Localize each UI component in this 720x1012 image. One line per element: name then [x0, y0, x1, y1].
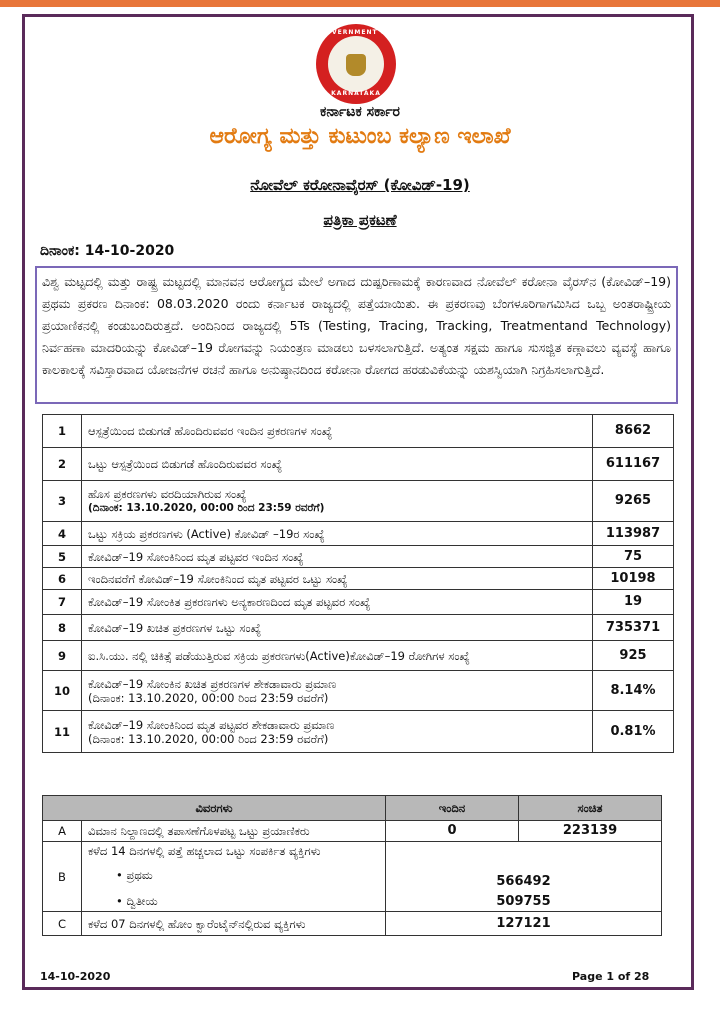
table-row: B ಕಳೆದ 14 ದಿನಗಳಲ್ಲಿ ಪತ್ತೆ ಹಚ್ಚಲಾದ ಒಟ್ಟು ಸಂಪರ್ಕಿತ ವ್ಯಕ್ತಿಗಳು • ಪ್ರಥಮ • ದ್ವಿತೀಯ 566492 509755: [43, 842, 662, 912]
press-release-title: ಪತ್ರಿಕಾ ಪ್ರಕಟಣೆ: [323, 211, 397, 229]
table-row: 9 ಐ.ಸಿ.ಯು. ನಲ್ಲಿ ಚಿಕಿತ್ಸೆ ಪಡೆಯುತ್ತಿರುವ ಸಕ್ರಿಯ ಪ್ರಕರಣಗಳು(Active)ಕೋವಿಡ್–19 ರೋಗಿಗಳ ಸಂಖ್ಯೆ 925: [43, 641, 674, 671]
department-title: ಆರೋಗ್ಯ ಮತ್ತು ಕುಟುಂಬ ಕಲ್ಯಾಣ ಇಲಾಖೆ: [209, 124, 511, 149]
table-row: 1 ಆಸ್ಪತ್ರೆಯಿಂದ ಬಿಡುಗಡೆ ಹೊಂದಿರುವವರ ಇಂದಿನ ಪ್ರಕರಣಗಳ ಸಂಖ್ಯೆ 8662: [43, 415, 674, 448]
table-row: 7 ಕೋವಿಡ್–19 ಸೋಂಕಿತ ಪ್ರಕರಣಗಳು ಅನ್ಯಕಾರಣದಿಂದ ಮೃತ ಪಟ್ಟವರ ಸಂಖ್ಯೆ 19: [43, 590, 674, 615]
footer-date: 14-10-2020: [40, 970, 111, 983]
top-accent-bar: [0, 0, 720, 7]
table-row: 4 ಒಟ್ಟು ಸಕ್ರಿಯ ಪ್ರಕರಣಗಳು (Active) ಕೋವಿಡ್ –19ರ ಸಂಖ್ಯೆ 113987: [43, 522, 674, 546]
stats-table: [42, 414, 674, 753]
table-row: 8 ಕೋವಿಡ್–19 ಖಚಿತ ಪ್ರಕರಣಗಳ ಒಟ್ಟು ಸಂಖ್ಯೆ 735371: [43, 615, 674, 641]
seal-top-text: GOVERNMENT OF: [320, 29, 392, 36]
intro-paragraph: ವಿಶ್ವ ಮಟ್ಟದಲ್ಲಿ ಮತ್ತು ರಾಷ್ಟ್ರ ಮಟ್ಟದಲ್ಲಿ ಮಾನವನ ಆರೋಗ್ಯದ ಮೇಲೆ ಅಗಾದ ದುಷ್ಪರಿಣಾಮಕ್ಕೆ ಕಾರಣವಾದ ನೋವೆಲ್ ಕರೋನಾ ವೈರಸ್‍ನ (ಕೋವಿಡ್–19) ಪ್ರಥಮ ಪ್ರಕರಣ ದಿನಾಂಕ: 08.03.2020 ರಂದು ಕರ್ನಾಟಕ ರಾಜ್ಯದಲ್ಲಿ ಪತ್ತೆಯಾಯಿತು. ಈ ಪ್ರಕರಣವು ಬೆಂಗಳೂರಿಗಾಗಮಿಸಿದ ಒಬ್ಬ ಅಂತರಾಷ್ಟ್ರೀಯ ಪ್ರಯಾಣಿಕನಲ್ಲಿ ಕಂಡುಬಂದಿರುತ್ತದೆ. ಅಂದಿನಿಂದ ರಾಜ್ಯದಲ್ಲಿ 5Ts (Testing, Tracing, Tracking, Treatmentand Technology) ನಿರ್ವಹಣಾ ಮಾದರಿಯನ್ನು ಕೋವಿಡ್–19 ರೋಗವನ್ನು ನಿಯಂತ್ರಣ ಮಾಡಲು ಬಳಸಲಾಗುತ್ತಿದೆ. ಅತ್ಯಂತ ಸಕ್ಷಮ ಹಾಗೂ ಸುಸಜ್ಜಿತ ಕಣ್ಗಾವಲು ವ್ಯವಸ್ಥೆ ಹಾಗೂ ಕಾಲಕಾಲಕ್ಕೆ ಸವಿಸ್ತಾರವಾದ ಯೋಜನೆಗಳ ರಚನೆ ಹಾಗೂ ಅನುಷ್ಠಾನದಿಂದ ಕರೋನಾ ರೋಗದ ಹರಡುವಿಕೆಯನ್ನು ಯಶಸ್ವಿಯಾಗಿ ನಿಗ್ರಹಿಸಲಾಗುತ್ತಿದೆ.: [35, 266, 678, 404]
table-row: 6 ಇಂದಿನವರೆಗೆ ಕೋವಿಡ್–19 ಸೋಂಕಿನಿಂದ ಮೃತ ಪಟ್ಟವರ ಒಟ್ಟು ಸಂಖ್ಯೆ 10198: [43, 568, 674, 590]
details-table: [42, 795, 662, 936]
seal-bottom-text: KARNATAKA: [331, 90, 381, 97]
table-row: 10 ಕೋವಿಡ್–19 ಸೋಂಕಿನ ಖಚಿತ ಪ್ರಕರಣಗಳ ಶೇಕಡಾವಾರು ಪ್ರಮಾಣ (ದಿನಾಂಕ: 13.10.2020, 00:00 ರಿಂದ 23:59 ರವರೆಗೆ) 8.14%: [43, 671, 674, 711]
table-row: 2 ಒಟ್ಟು ಆಸ್ಪತ್ರೆಯಿಂದ ಬಿಡುಗಡೆ ಹೊಂದಿರುವವರ ಸಂಖ್ಯೆ 611167: [43, 448, 674, 481]
table-header-row: ವಿವರಗಳು ಇಂದಿನ ಸಂಚಿತ: [43, 796, 662, 821]
table-row: 3 ಹೊಸ ಪ್ರಕರಣಗಳು ವರದಿಯಾಗಿರುವ ಸಂಖ್ಯೆ (ದಿನಾಂಕ: 13.10.2020, 00:00 ರಿಂದ 23:59 ರವರೆಗೆ) 9265: [43, 481, 674, 522]
table-row: 11 ಕೋವಿಡ್–19 ಸೋಂಕಿನಿಂದ ಮೃತ ಪಟ್ಟವರ ಶೇಕಡಾವಾರು ಪ್ರಮಾಣ (ದಿನಾಂಕ: 13.10.2020, 00:00 ರಿಂದ 23:59 ರವರೆಗೆ) 0.81%: [43, 711, 674, 753]
table-row: 5 ಕೋವಿಡ್–19 ಸೋಂಕಿನಿಂದ ಮೃತ ಪಟ್ಟವರ ಇಂದಿನ ಸಂಖ್ಯೆ 75: [43, 546, 674, 568]
subject-title: ನೋವೆಲ್ ಕರೋನಾವೈರಸ್ (ಕೋವಿಡ್-19): [250, 176, 470, 194]
page-number: Page 1 of 28: [572, 970, 650, 983]
table-row: C ಕಳೆದ 07 ದಿನಗಳಲ್ಲಿ ಹೋಂ ಕ್ವಾರೆಂಟೈನ್‍ನಲ್ಲಿರುವ ವ್ಯಕ್ತಿಗಳು 127121: [43, 912, 662, 936]
table-row: A ವಿಮಾನ ನಿಲ್ದಾಣದಲ್ಲಿ ತಪಾಸಣೆಗೊಳಪಟ್ಟ ಒಟ್ಟು ಪ್ರಯಾಣಿಕರು 0 223139: [43, 821, 662, 842]
government-name: ಕರ್ನಾಟಕ ಸರ್ಕಾರ: [320, 104, 400, 120]
release-date: ದಿನಾಂಕ: 14-10-2020: [40, 243, 175, 259]
